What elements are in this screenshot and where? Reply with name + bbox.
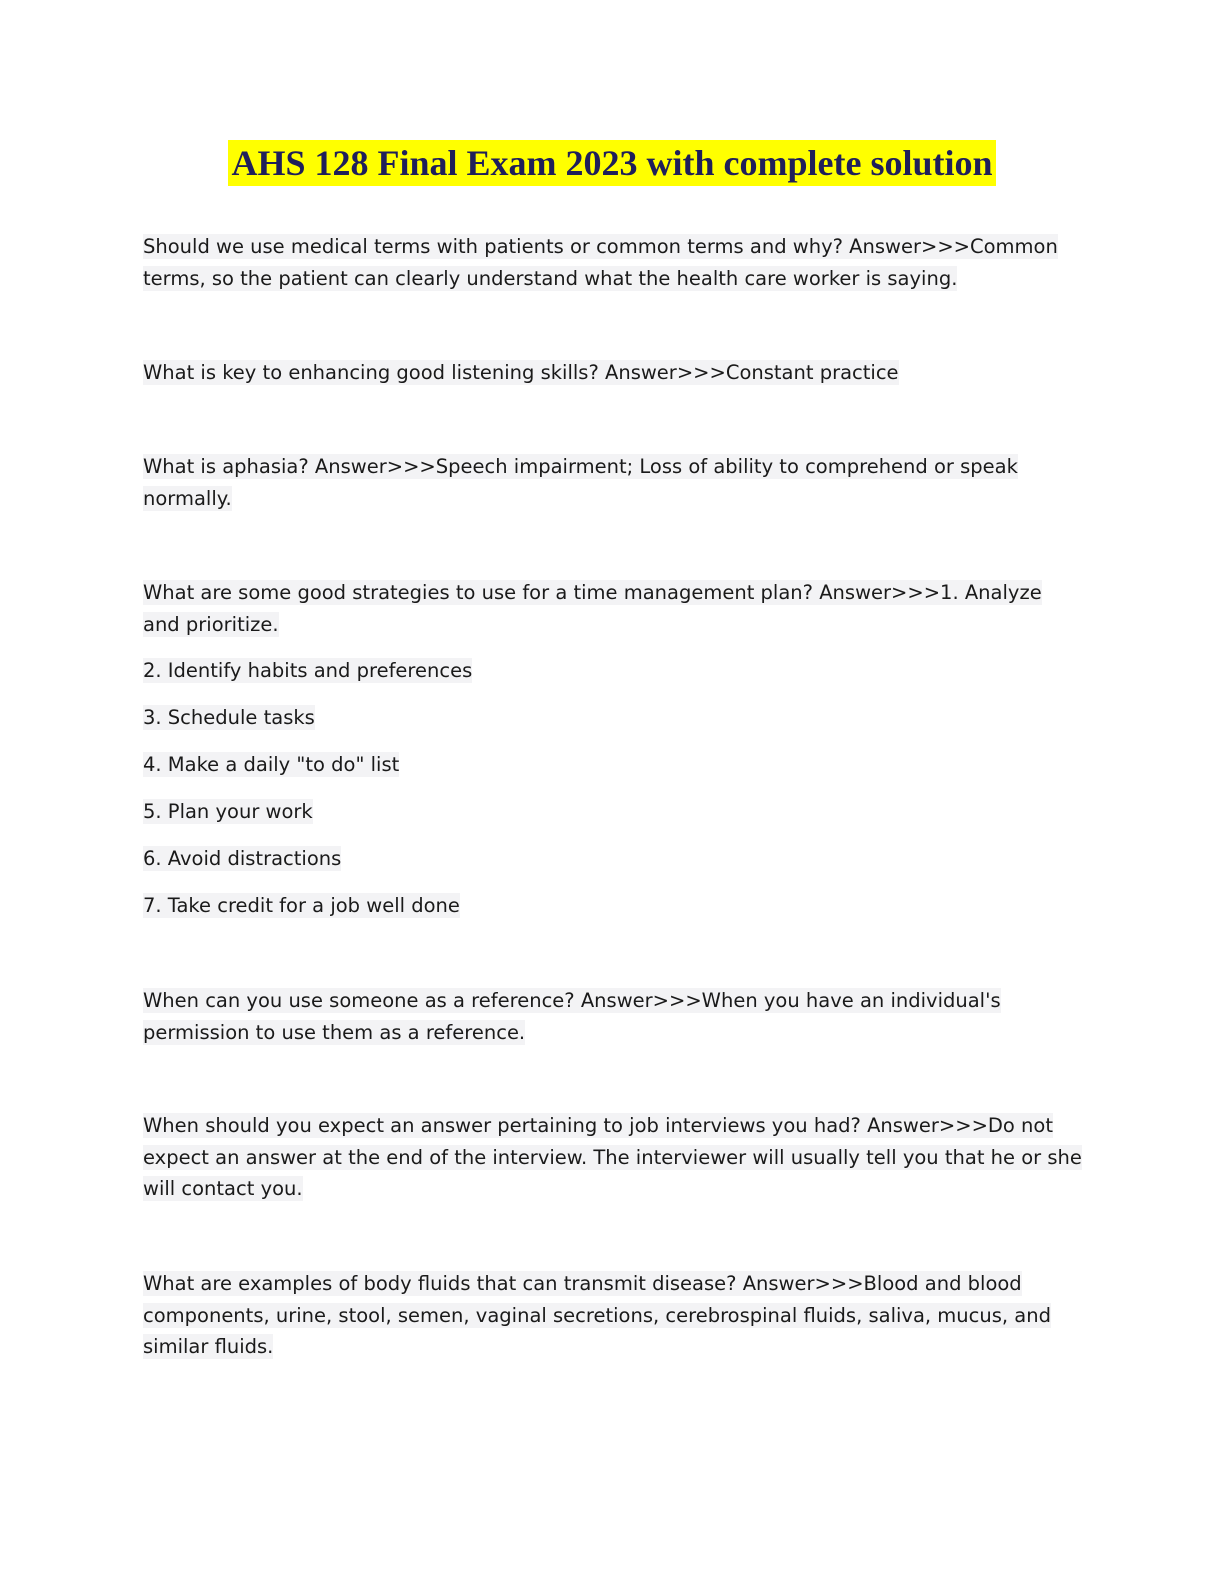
list-item-text: 7. Take credit for a job well done xyxy=(143,894,460,917)
qa-text: What is aphasia? Answer>>>Speech impairment; Loss of ability to comprehend or speak normally. xyxy=(143,455,1018,510)
list-item-text: 5. Plan your work xyxy=(143,800,313,823)
qa-item xyxy=(143,451,1083,514)
qa-text: Should we use medical terms with patients or common terms and why? Answer>>>Common terms, so the patient can clearly understand what the health care worker is saying. xyxy=(143,235,1058,290)
list-item-text: 6. Avoid distractions xyxy=(143,847,342,870)
qa-text: What are examples of body fluids that can transmit disease? Answer>>>Blood and blood components, urine, stool, semen, vaginal secretions, cerebrospinal fluids, saliva, mucus, and similar fluids. xyxy=(143,1272,1051,1358)
qa-item xyxy=(143,577,1083,640)
qa-item xyxy=(143,357,1083,389)
list-item xyxy=(143,655,472,687)
document-title: AHS 128 Final Exam 2023 with complete solution xyxy=(228,140,995,186)
title-container xyxy=(0,140,1224,186)
list-item xyxy=(143,702,315,734)
list-item-text: 4. Make a daily "to do" list xyxy=(143,753,400,776)
qa-item xyxy=(143,1110,1083,1205)
qa-text: When can you use someone as a reference? Answer>>>When you have an individual's permission to use them as a reference. xyxy=(143,989,1001,1044)
qa-text: What is key to enhancing good listening skills? Answer>>>Constant practice xyxy=(143,361,899,384)
list-item xyxy=(143,796,313,828)
qa-text: What are some good strategies to use for a time management plan? Answer>>>1. Analyze and prioritize. xyxy=(143,581,1042,636)
list-item xyxy=(143,843,341,875)
list-item xyxy=(143,749,399,781)
qa-item xyxy=(143,231,1083,294)
list-item-text: 2. Identify habits and preferences xyxy=(143,659,473,682)
qa-item xyxy=(143,985,1083,1048)
qa-text: When should you expect an answer pertaining to job interviews you had? Answer>>>Do not expect an answer at the end of the interview. The interviewer will usually tell you that he or she will contact you. xyxy=(143,1114,1082,1200)
qa-item xyxy=(143,1268,1083,1363)
list-item-text: 3. Schedule tasks xyxy=(143,706,315,729)
list-item xyxy=(143,890,460,922)
